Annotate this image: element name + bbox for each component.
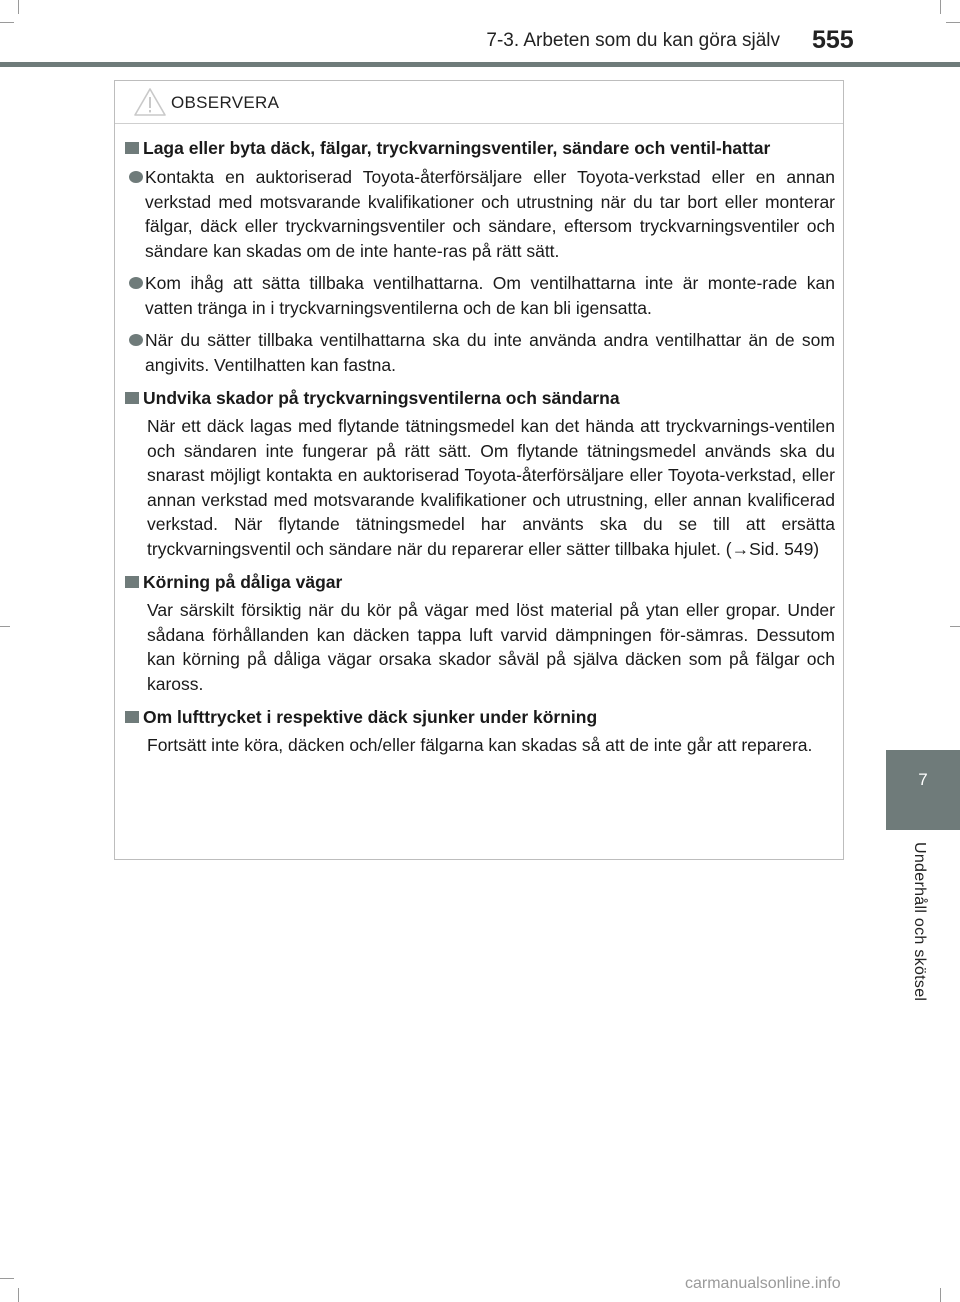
section-heading-text: Om lufttrycket i respektive däck sjunker under körning — [143, 707, 598, 727]
list-item-text: Kontakta en auktoriserad Toyota-återförsäljare eller Toyota-verkstad eller en annan verkstad med motsvarande kvalifikationer och utrustning när du tar bort eller monterar fälgar, däck eller tryckvarningsventiler och sändare, eftersom tryckvarningsventiler och sändare kan skadas om de inte hante-ras på rätt sätt. — [145, 167, 835, 261]
section-paragraph: När ett däck lagas med flytande tätningsmedel kan det hända att tryckvarnings-ventilen och sändaren inte fungerar på rätt sätt. Om flytande tätningsmedel används ska du snarast möjligt kontakta en auktoriserad Toyota-återförsäljare eller Toyota-verkstad, eller annan verkstad med motsvarande kvalifikationer och utrustning, eller annan kvalificerad verkstad. När flytande tätningsmedel har använts ska du se till att ersätta tryckvarningsventil och sändare när du reparerar eller sätter tillbaka hjulet. (→Sid. 549) — [147, 416, 835, 559]
section-heading — [125, 705, 835, 729]
crop-mark — [18, 1288, 19, 1302]
crop-mark — [0, 22, 14, 23]
caution-title: OBSERVERA — [171, 93, 280, 112]
section-heading-text: Laga eller byta däck, fälgar, tryckvarningsventiler, sändare och ventil-hattar — [143, 138, 771, 158]
list-item-text: När du sätter tillbaka ventilhattarna ska du inte använda andra ventilhattar än de som angivits. Ventilhatten kan fastna. — [145, 330, 835, 375]
crop-mark — [946, 22, 960, 23]
square-bullet-icon — [125, 576, 139, 588]
page-number: 555 — [812, 26, 854, 54]
caution-section — [125, 386, 835, 561]
chapter-tab-label: Underhåll och skötsel — [911, 842, 928, 1002]
square-bullet-icon — [125, 711, 139, 723]
list-item — [125, 165, 835, 263]
warning-triangle-icon — [133, 87, 167, 117]
section-paragraph: Fortsätt inte köra, däcken och/eller fälgarna kan skadas så att de inte går att reparera. — [147, 735, 813, 755]
list-item-text: Kom ihåg att sätta tillbaka ventilhattarna. Om ventilhattarna inte är monte-rade kan vatten tränga in i tryckvarningsventilerna och de kan bli igensatta. — [145, 273, 835, 318]
caution-box — [114, 80, 844, 860]
caution-section — [125, 136, 835, 377]
section-heading — [125, 136, 835, 160]
caution-section — [125, 705, 835, 758]
section-heading — [125, 386, 835, 410]
round-bullet-icon — [129, 277, 143, 289]
square-bullet-icon — [125, 142, 139, 154]
crop-mark — [950, 626, 960, 627]
list-item — [125, 328, 835, 377]
square-bullet-icon — [125, 392, 139, 404]
round-bullet-icon — [129, 334, 143, 346]
chapter-tab-number: 7 — [918, 770, 928, 789]
crop-mark — [18, 0, 19, 14]
list-item — [125, 271, 835, 320]
caution-section — [125, 570, 835, 696]
section-heading-text: Undvika skador på tryckvarningsventilerna och sändarna — [143, 388, 620, 408]
crop-mark — [940, 1288, 941, 1302]
section-header-title: 7-3. Arbeten som du kan göra själv — [486, 30, 780, 51]
section-paragraph: Var särskilt försiktig när du kör på vägar med löst material på ytan eller gropar. Under sådana förhållanden kan däcken tappa luft varvid dämpningen för-sämras. Dessutom kan körning på dåliga vägar orsaka skador såväl på själva däcken som på fälgar och kaross. — [147, 600, 835, 694]
caution-body — [115, 124, 843, 758]
section-heading — [125, 570, 835, 594]
round-bullet-icon — [129, 171, 143, 183]
crop-mark — [0, 626, 10, 627]
watermark-text: carmanualsonline.info — [685, 1275, 841, 1292]
chapter-tab — [886, 750, 960, 830]
section-heading-text: Körning på dåliga vägar — [143, 572, 343, 592]
header-rule — [0, 62, 960, 67]
crop-mark — [0, 1278, 14, 1279]
caution-header — [115, 81, 843, 124]
crop-mark — [940, 0, 941, 14]
